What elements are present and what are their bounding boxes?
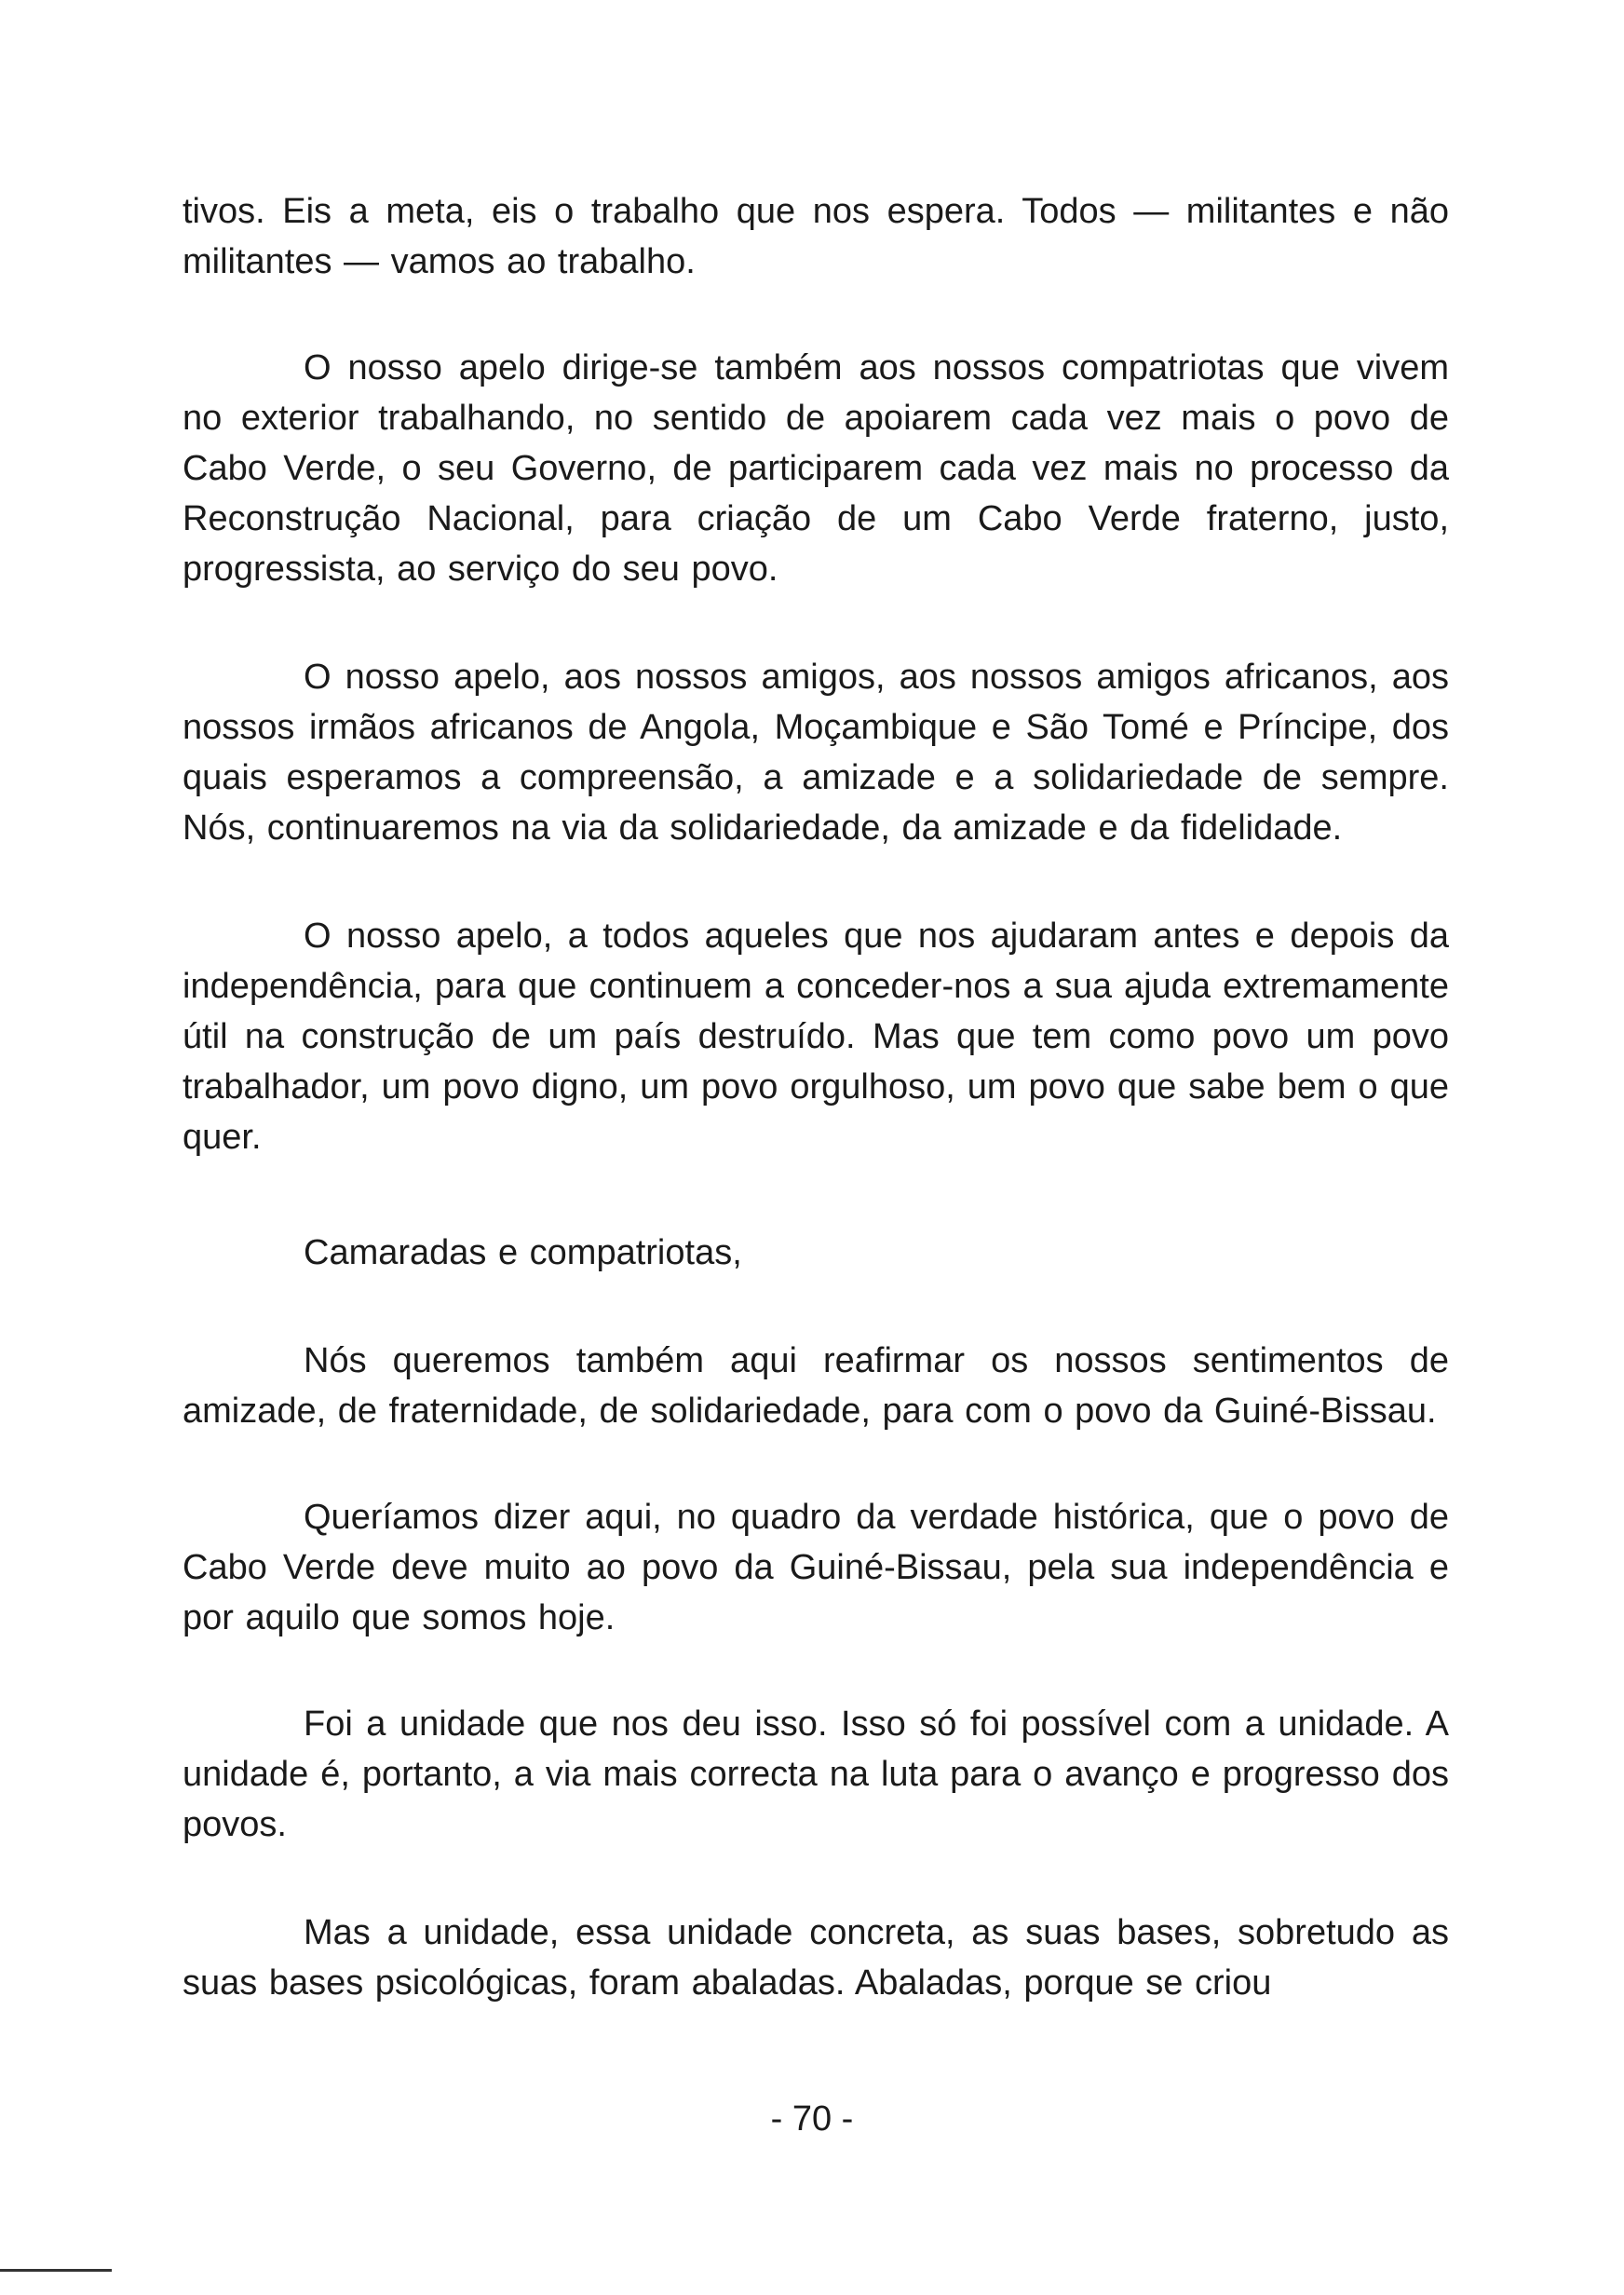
paragraph-1: tivos. Eis a meta, eis o trabalho que nos espera. Todos — militantes e não militantes — vamos ao trabalho. <box>183 192 1449 281</box>
paragraph-7: Queríamos dizer aqui, no quadro da verdade histórica, que o povo de Cabo Verde deve muito ao povo da Guiné-Bissau, pela sua independência e por aquilo que somos hoje. <box>183 1498 1449 1637</box>
paragraph-3: O nosso apelo, aos nossos amigos, aos nossos amigos africanos, aos nossos irmãos africanos de Angola, Moçambique e São Tomé e Príncipe, dos quais esperamos a compreensão, a amizade e a solidariedade de sempre. Nós, continuaremos na via da solidariedade, da amizade e da fidelidade. <box>183 658 1449 848</box>
paragraph-6: Nós queremos também aqui reafirmar os nossos sentimentos de amizade, de fraternidade, de solidariedade, para com o povo da Guiné-Bissau. <box>183 1341 1449 1431</box>
salutation: Camaradas e compatriotas, <box>304 1233 742 1272</box>
paragraph-4: O nosso apelo, a todos aqueles que nos ajudaram antes e depois da independência, para que continuem a conceder-nos a sua ajuda extremamente útil na construção de um país destruído. Mas que tem como povo um povo trabalhador, um povo digno, um povo orgulhoso, um povo que sabe bem o que quer. <box>183 917 1449 1157</box>
page-body <box>183 186 1449 2008</box>
page-number: - 70 - <box>770 2099 854 2139</box>
paragraph-2: O nosso apelo dirige-se também aos nossos compatriotas que vivem no exterior trabalhando, no sentido de apoiarem cada vez mais o povo de Cabo Verde, o seu Governo, de participarem cada vez mais no processo da Reconstrução Nacional, para criação de um Cabo Verde fraterno, justo, progressista, ao serviço do seu povo. <box>183 348 1449 589</box>
paragraph-8: Foi a unidade que nos deu isso. Isso só foi possível com a unidade. A unidade é, portanto, a via mais correcta na luta para o avanço e progresso dos povos. <box>183 1704 1449 1844</box>
bottom-edge-rule <box>0 2269 112 2272</box>
paragraph-9: Mas a unidade, essa unidade concreta, as suas bases, sobretudo as suas bases psicológicas, foram abaladas. Abaladas, porque se criou <box>183 1913 1449 2003</box>
